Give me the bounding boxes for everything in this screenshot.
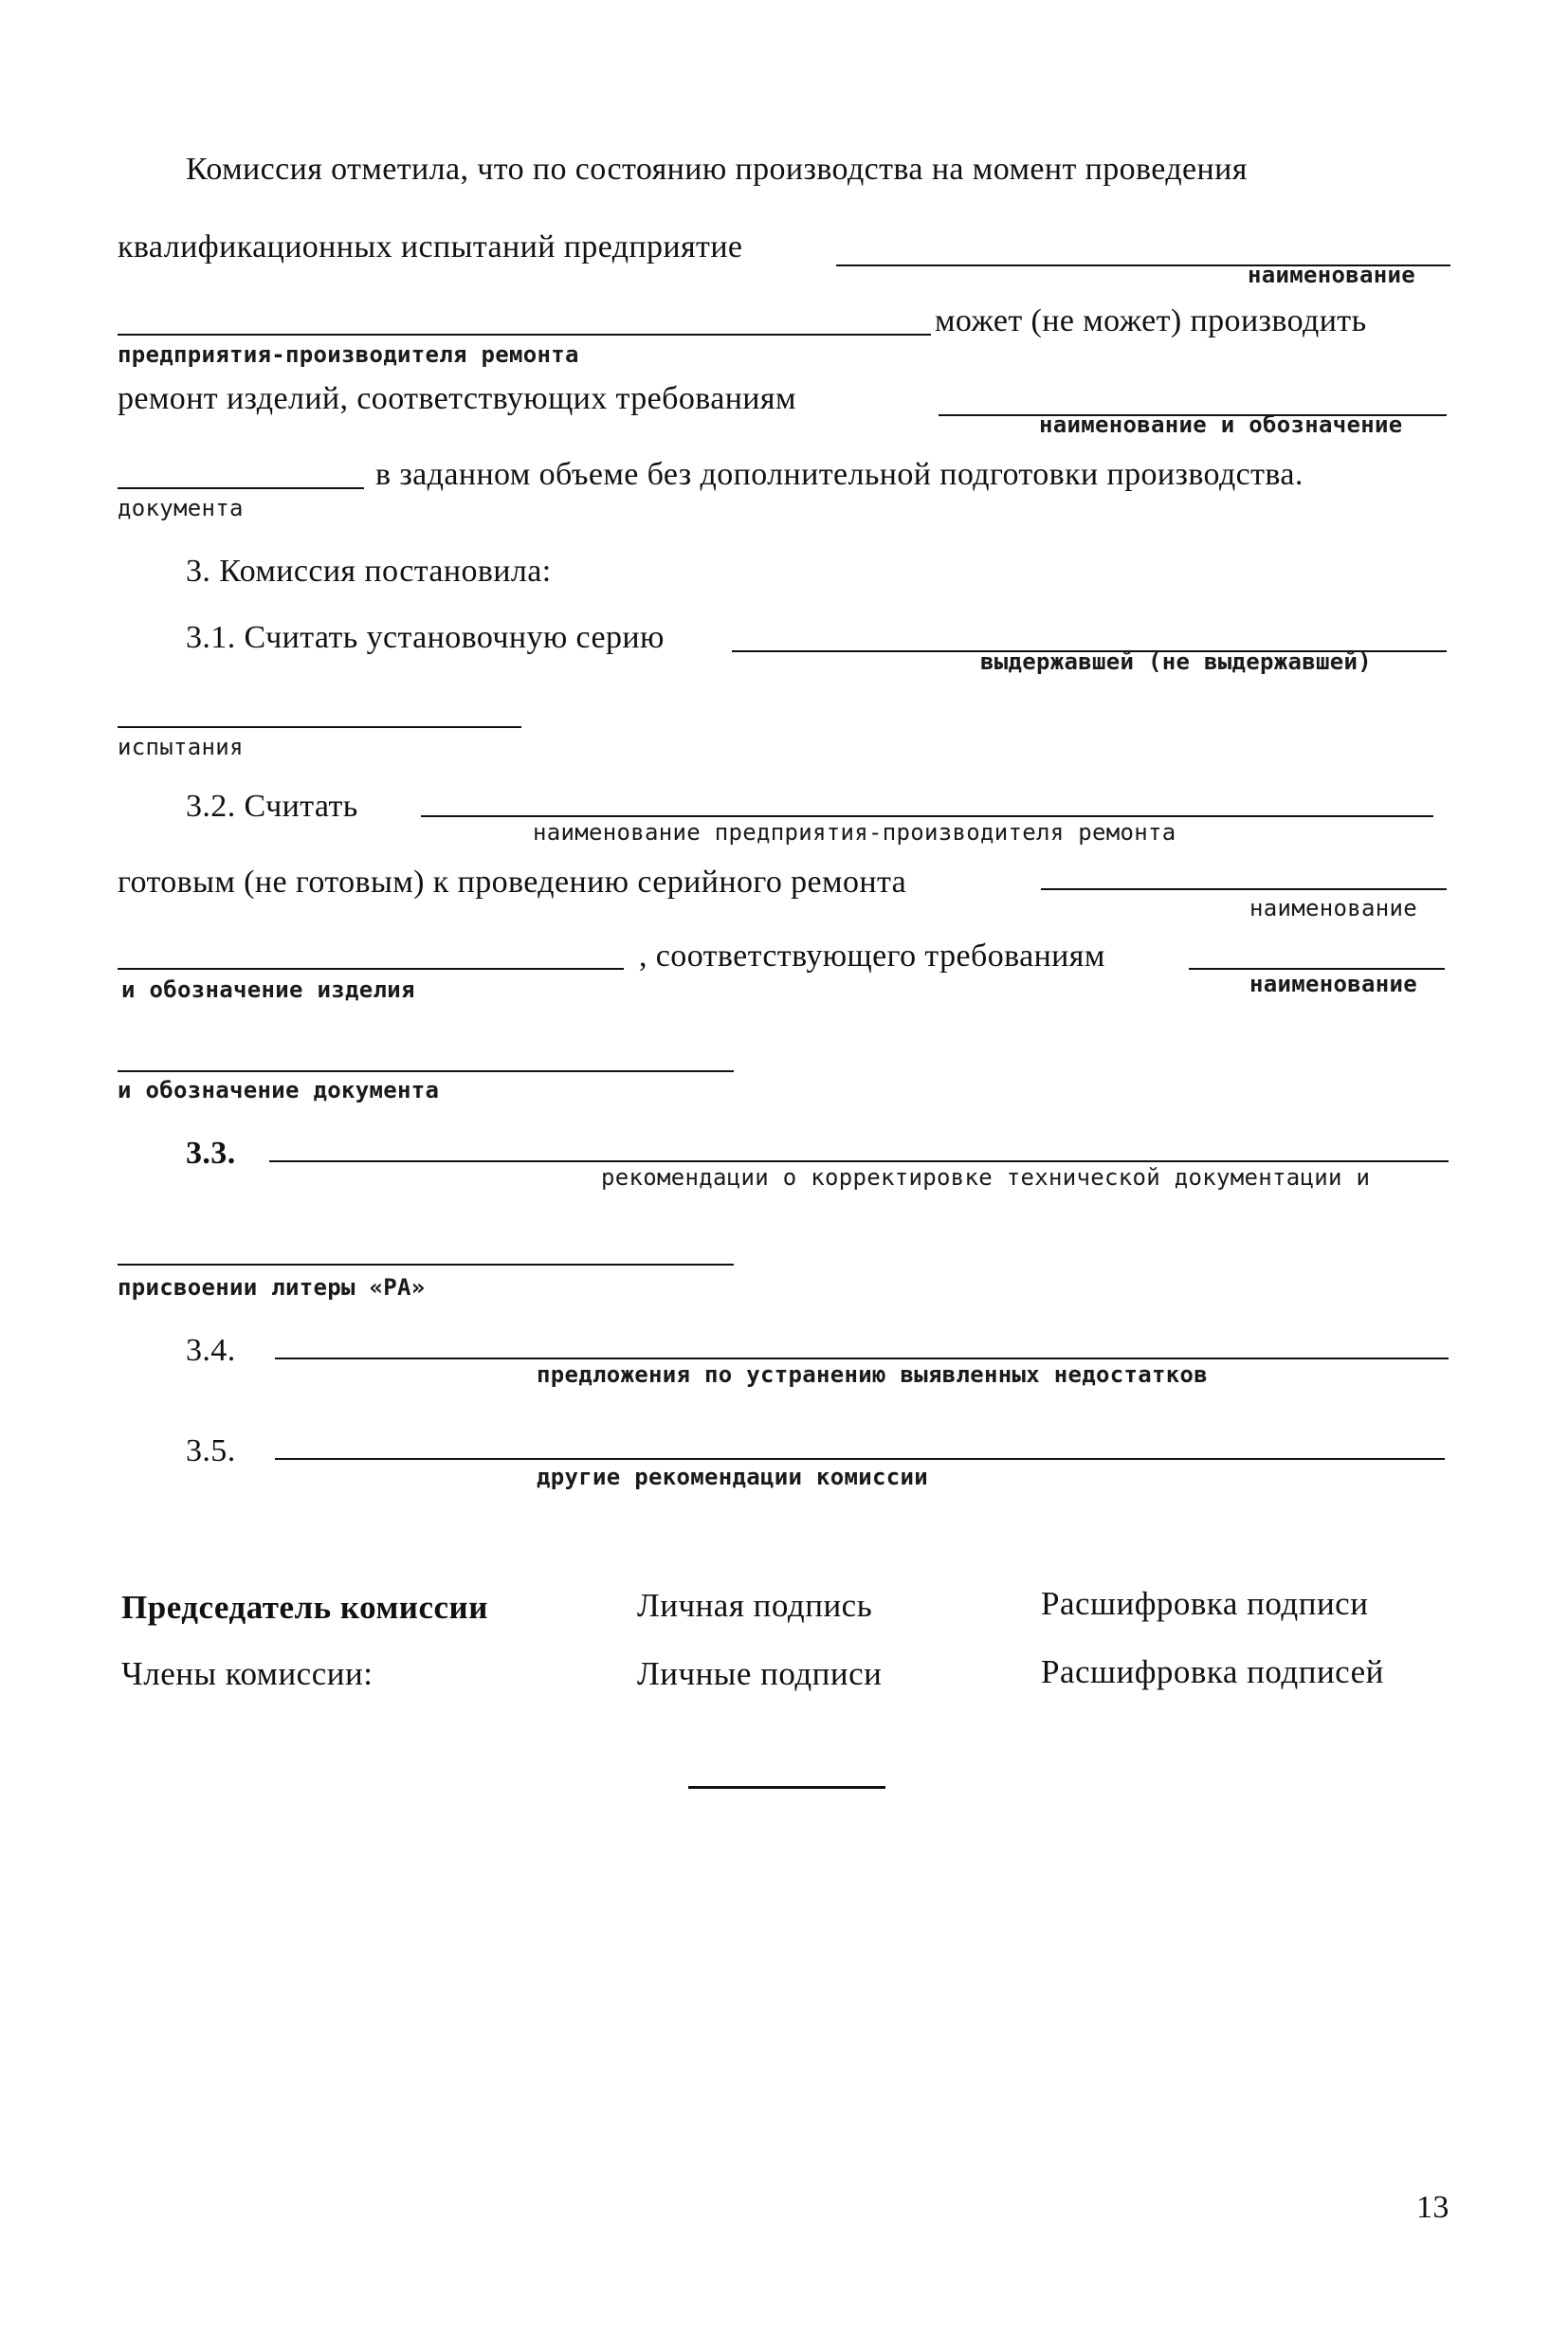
caption-enterprise: предприятия-производителя ремонта bbox=[118, 341, 579, 368]
caption-assign-letter: присвоении литеры «РА» bbox=[118, 1274, 426, 1301]
item-3-5-label: 3.5. bbox=[186, 1433, 236, 1468]
caption-name-2: наименование bbox=[1249, 895, 1417, 921]
item-3-2-label: 3.2. Считать bbox=[186, 789, 358, 824]
proposals-field-line[interactable] bbox=[275, 1358, 1449, 1359]
item-3-3-label: 3.3. bbox=[186, 1136, 236, 1171]
page-number: 13 bbox=[1416, 2190, 1449, 2225]
caption-tests: испытания bbox=[118, 734, 244, 760]
intro-line-1: Комиссия отметила, что по состоянию производства на момент проведения bbox=[186, 152, 1248, 187]
chairman-label: Председатель комиссии bbox=[121, 1589, 488, 1626]
item-3-4-label: 3.4. bbox=[186, 1333, 236, 1368]
product-name-field-line[interactable] bbox=[1041, 888, 1447, 890]
recommendations-field-line[interactable] bbox=[269, 1160, 1449, 1162]
intro-line-4: ремонт изделий, соответствующих требованиям bbox=[118, 381, 796, 416]
caption-proposals: предложения по устранению выявленных недостатков bbox=[537, 1361, 1208, 1388]
caption-recommendations: рекомендации о корректировке технической документации и bbox=[601, 1164, 1371, 1191]
intro-line-5: в заданном объеме без дополнительной подготовки производства. bbox=[375, 457, 1304, 492]
personal-signature-label: Личная подпись bbox=[637, 1587, 873, 1624]
personal-signatures-label: Личные подписи bbox=[637, 1655, 883, 1692]
caption-name: наименование bbox=[1248, 262, 1415, 288]
item-3-2-line-3: , соответствующего требованиям bbox=[639, 939, 1105, 974]
signature-decoding-label: Расшифровка подписи bbox=[1041, 1585, 1369, 1622]
intro-line-2: квалификационных испытаний предприятие bbox=[118, 229, 743, 264]
caption-name-3: наименование bbox=[1249, 971, 1417, 997]
intro-line-3: может (не может) производить bbox=[935, 303, 1367, 338]
recommendations-field-line-2[interactable] bbox=[118, 1264, 734, 1266]
closing-divider bbox=[688, 1786, 885, 1789]
doc-requirements-field-line[interactable] bbox=[1189, 968, 1445, 970]
caption-product: и обозначение изделия bbox=[121, 976, 415, 1003]
item-3-2-line-2: готовым (не готовым) к проведению серийного ремонта bbox=[118, 865, 907, 900]
enterprise-name-field-line-2[interactable] bbox=[118, 334, 931, 336]
enterprise-ready-field-line[interactable] bbox=[421, 815, 1433, 817]
caption-doc-designation: и обозначение документа bbox=[118, 1077, 440, 1103]
members-label: Члены комиссии: bbox=[121, 1655, 374, 1692]
caption-other: другие рекомендации комиссии bbox=[537, 1464, 928, 1490]
caption-name-designation: наименование и обозначение bbox=[1039, 411, 1403, 438]
item-3-1-label: 3.1. Считать установочную серию bbox=[186, 620, 665, 655]
document-field-line[interactable] bbox=[118, 487, 364, 489]
caption-passed: выдержавшей (не выдержавшей) bbox=[980, 648, 1372, 675]
other-recommendations-field-line[interactable] bbox=[275, 1458, 1445, 1460]
doc-designation-field-line[interactable] bbox=[118, 1070, 734, 1072]
section-3-heading: 3. Комиссия постановила: bbox=[186, 554, 552, 589]
product-designation-field-line[interactable] bbox=[118, 968, 624, 970]
signatures-decoding-label: Расшифровка подписей bbox=[1041, 1653, 1384, 1690]
caption-enterprise-name: наименование предприятия-производителя ремонта bbox=[533, 819, 1176, 846]
series-result-field-line-2[interactable] bbox=[118, 726, 521, 728]
caption-document: документа bbox=[118, 495, 244, 521]
